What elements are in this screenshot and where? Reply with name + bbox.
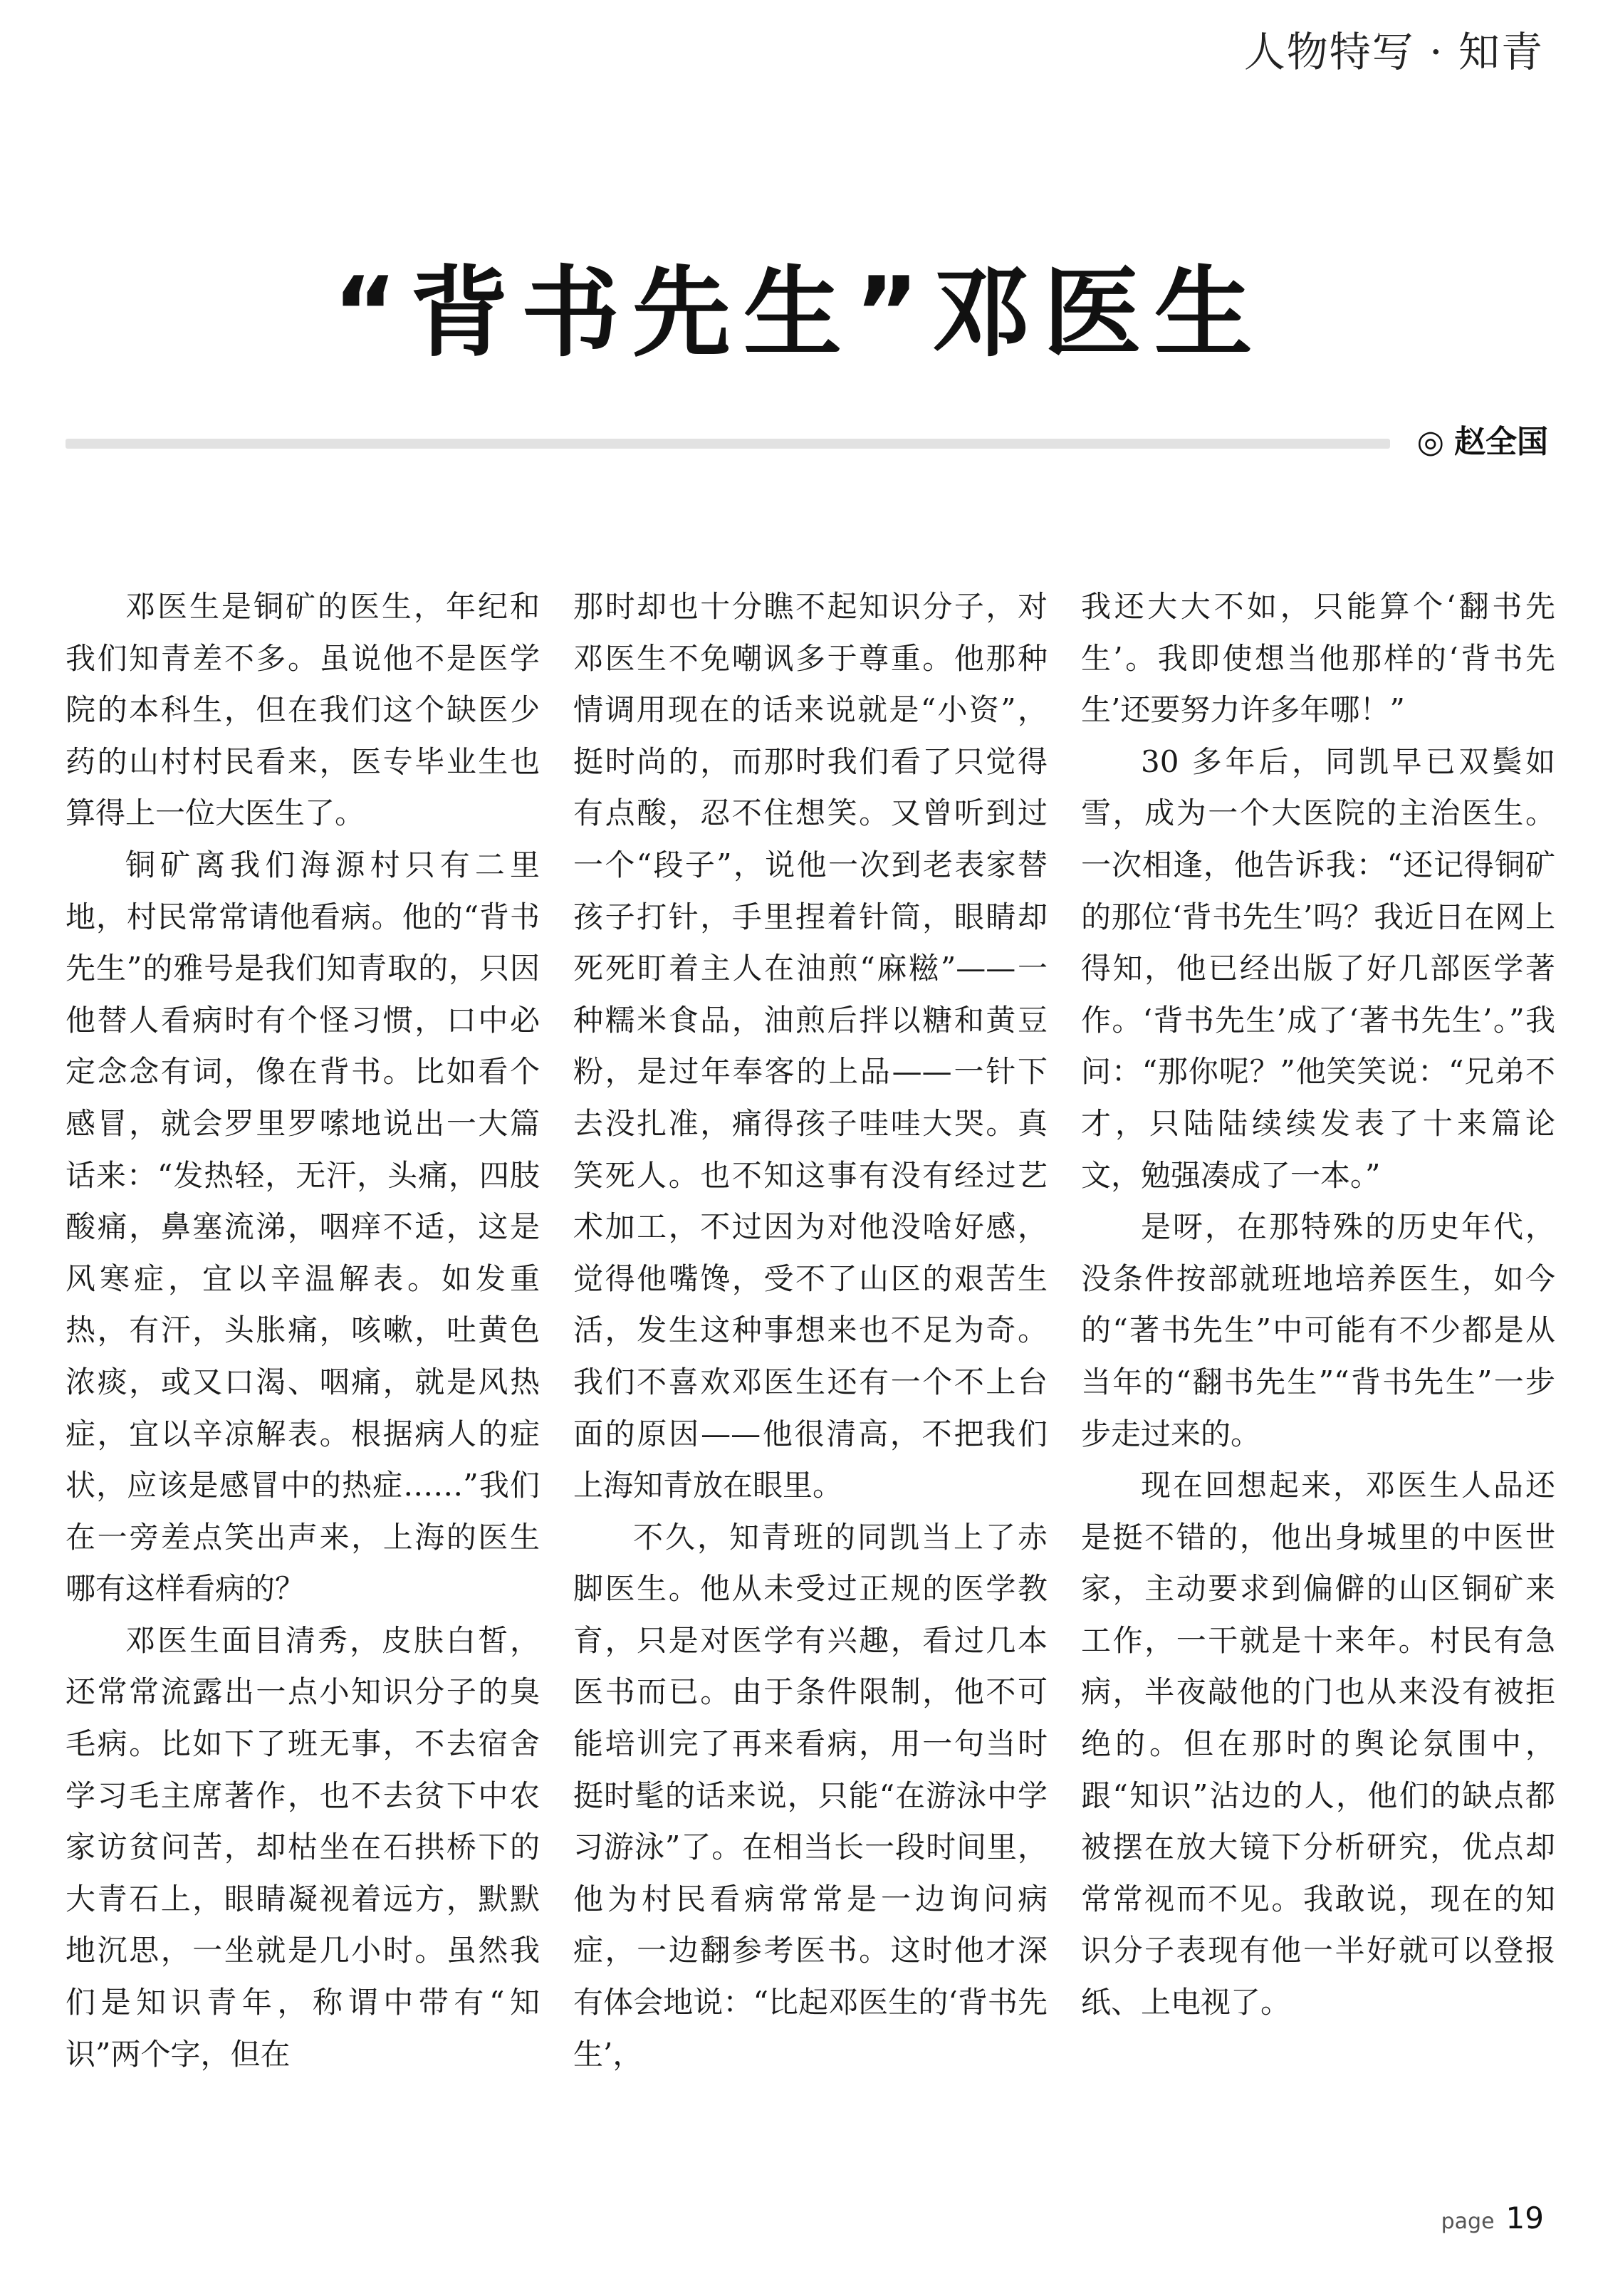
byline <box>1417 419 1548 466</box>
page-number: 19 <box>1505 2201 1544 2235</box>
section-label: 人物特写 · 知青 <box>1243 28 1544 76</box>
text-column-1 <box>66 581 540 2080</box>
text-column-2 <box>573 581 1048 2080</box>
paragraph-continued: 那时却也十分瞧不起知识分子，对邓医生不免嘲讽多于尊重。他那种情调用现在的话来说就是“小资”，挺时尚的，而那时我们看了只觉得有点酸，忍不住想笑。又曾听到过一个“段子”，说他一次到老表家替孩子打针，手里捏着针筒，眼睛却死死盯着主人在油煎“麻糍”——一种糯米食品，油煎后拌以糖和黄豆粉，是过年奉客的上品——一针下去没扎准，痛得孩子哇哇大哭。真笑死人。也不知这事有没有经过艺术加工，不过因为对他没啥好感，觉得他嘴馋，受不了山区的艰苦生活，发生这种事想来也不足为奇。我们不喜欢邓医生还有一个不上台面的原因——他很清高，不把我们上海知青放在眼里。 <box>573 589 1048 1503</box>
page-label: page <box>1441 2209 1495 2234</box>
paragraph: 是呀，在那特殊的历史年代，没条件按部就班地培养医生，如今的“著书先生”中可能有不少都是从当年的“翻书先生”“背书先生”一步步走过来的。 <box>1081 1209 1555 1451</box>
text-column-3 <box>1081 581 1555 2029</box>
paragraph-continued: 我还大大不如，只能算个‘翻书先生’。我即使想当他那样的‘背书先生’还要努力许多年哪！” <box>1081 589 1555 728</box>
paragraph: 30 多年后，同凯早已双鬓如雪，成为一个大医院的主治医生。一次相逢，他告诉我：“还记得铜矿的那位‘背书先生’吗？我近日在网上得知，他已经出版了好几部医学著作。‘背书先生’成了‘著书先生’。”我问：“那你呢？”他笑笑说：“兄弟不才，只陆陆续续发表了十来篇论文，勉强凑成了一本。” <box>1081 743 1555 1193</box>
title-divider <box>66 439 1390 449</box>
paragraph: 现在回想起来，邓医生人品还是挺不错的，他出身城里的中医世家，主动要求到偏僻的山区铜矿来工作，一干就是十来年。村民有急病，半夜敲他的门也从来没有被拒绝的。但在那时的舆论氛围中，跟“知识”沾边的人，他们的缺点都被摆在放大镜下分析研究，优点却常常视而不见。我敢说，现在的知识分子表现有他一半好就可以登报纸、上电视了。 <box>1081 1468 1555 2020</box>
paragraph: 邓医生是铜矿的医生，年纪和我们知青差不多。虽说他不是医学院的本科生，但在我们这个缺医少药的山村村民看来，医专毕业生也算得上一位大医生了。 <box>66 589 540 831</box>
byline-mark: ◎ <box>1416 424 1444 460</box>
author-name: 赵全国 <box>1454 424 1548 460</box>
paragraph: 邓医生面目清秀，皮肤白皙，还常常流露出一点小知识分子的臭毛病。比如下了班无事，不去宿舍学习毛主席著作，也不去贫下中农家访贫问苦，却枯坐在石拱桥下的大青石上，眼睛凝视着远方，默默地沉思，一坐就是几小时。虽然我们是知识青年，称谓中带有“知识”两个字，但在 <box>66 1622 540 2072</box>
paragraph: 不久，知青班的同凯当上了赤脚医生。他从未受过正规的医学教育，只是对医学有兴趣，看过几本医书而已。由于条件限制，他不可能培训完了再来看病，用一句当时挺时髦的话来说，只能“在游泳中学习游泳”了。在相当长一段时间里，他为村民看病常常是一边询问病症，一边翻参考医书。这时他才深有体会地说：“比起邓医生的‘背书先生’， <box>573 1519 1048 2072</box>
page-footer <box>1441 2201 1544 2235</box>
article-title: “背书先生”邓医生 <box>333 256 1265 370</box>
paragraph: 铜矿离我们海源村只有二里地，村民常常请他看病。他的“背书先生”的雅号是我们知青取的，只因他替人看病时有个怪习惯，口中必定念念有词，像在背书。比如看个感冒，就会罗里罗嗦地说出一大篇话来：“发热轻，无汗，头痛，四肢酸痛，鼻塞流涕，咽痒不适，这是风寒症，宜以辛温解表。如发重热，有汗，头胀痛，咳嗽，吐黄色浓痰，或又口渴、咽痛，就是风热症，宜以辛凉解表。根据病人的症状，应该是感冒中的热症……”我们在一旁差点笑出声来，上海的医生哪有这样看病的？ <box>66 847 540 1607</box>
